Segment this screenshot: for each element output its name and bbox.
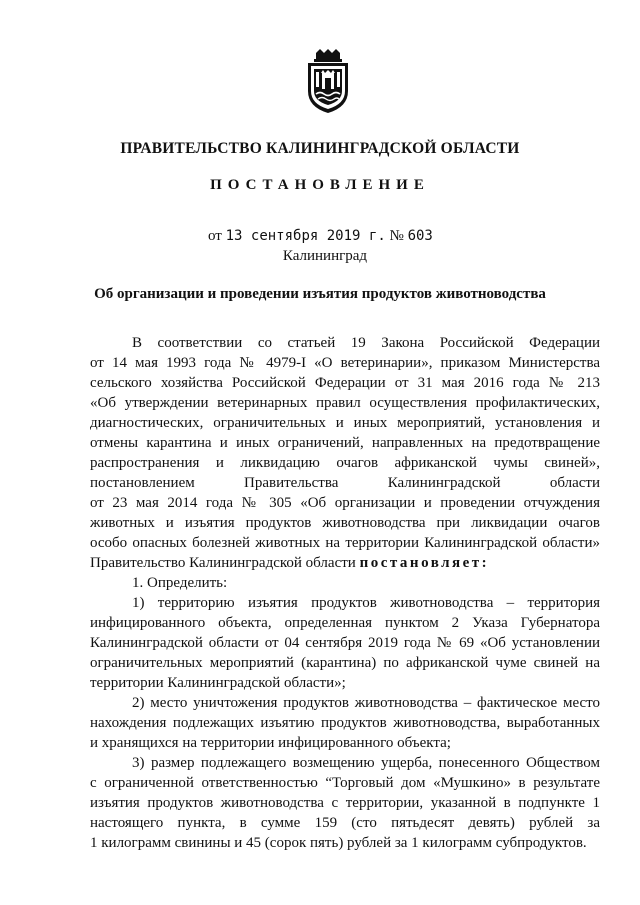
date-prefix: от [208, 228, 222, 244]
sub-item-line: 1 килограмм свинины и 45 (сорок пять) рублей за 1 килограмм субпродуктов. [90, 835, 587, 851]
body-line: животных и изъятия продуктов животноводства при ликвидации очагов [90, 515, 600, 531]
document-number: 603 [407, 228, 433, 244]
item-heading: 1. Определить: [132, 575, 228, 591]
sub-item-line: настоящего пункта, в сумме 159 (сто пятьдесят девять) рублей за [90, 815, 600, 831]
number-sign: № [389, 228, 404, 244]
body-line: В соответствии со статьей 19 Закона Российской Федерации [132, 335, 600, 351]
body-line: от 14 мая 1993 года № 4979-I «О ветеринарии», приказом Министерства [90, 355, 600, 371]
sub-item-line: Калининградской области от 04 сентября 2019 года № 69 «Об установлении [90, 635, 600, 651]
sub-item-line: 2) место уничтожения продуктов животноводства – фактическое место [132, 695, 600, 711]
body-line: Правительство Калининградской области [90, 555, 360, 571]
body-line: отмены карантина и иных ограничений, направленных на предотвращение [90, 435, 600, 451]
body-line: от 23 мая 2014 года № 305 «Об организации и проведении отчуждения [90, 495, 600, 511]
document-kind: ПОСТАНОВЛЕНИЕ [210, 177, 430, 193]
decree-line [90, 553, 600, 573]
body-line: распространения и ликвидацию очагов африканской чумы свиней», [90, 455, 600, 471]
sub-item-line: инфицированного объекта, определенная пунктом 2 Указа Губернатора [90, 615, 600, 631]
sub-item-line: с ограниченной ответственностью “Торговый дом «Мушкино» в результате [90, 775, 600, 791]
body-line: сельского хозяйства Российской Федерации от 31 мая 2016 года № 213 [90, 375, 600, 391]
city: Калининград [282, 248, 368, 264]
body-line: особо опасных болезней животных на территории Калининградской области» [90, 535, 600, 551]
decree-word: постановляет: [359, 555, 490, 571]
sub-item-line: ограничительных мероприятий (карантина) по африканской чуме свиней на [90, 655, 600, 671]
body-line: диагностических, ограничительных и иных мероприятий, установления и [90, 415, 600, 431]
body-line: «Об утверждении ветеринарных правил осуществления профилактических, [90, 395, 600, 411]
sub-item-line: территории Калининградской области»; [90, 675, 346, 691]
date-line [208, 228, 433, 245]
document-date: 13 сентября 2019 г. [225, 228, 386, 244]
government-title: ПРАВИТЕЛЬСТВО КАЛИНИНГРАДСКОЙ ОБЛАСТИ [120, 140, 520, 157]
sub-item-line: и хранящихся на территории инфицированного объекта; [90, 735, 451, 751]
body-line: постановлением Правительства Калининградской области [90, 475, 600, 491]
sub-item-line: 1) территорию изъятия продуктов животноводства – территория [132, 595, 600, 611]
sub-item-line: нахождения подлежащих изъятию продуктов животноводства, выработанных [90, 715, 600, 731]
document-subject: Об организации и проведении изъятия продуктов животноводства [94, 286, 546, 302]
sub-item-line: изъятия продуктов животноводства с территории, указанной в подпункте 1 [90, 795, 600, 811]
coat-of-arms-icon [302, 49, 354, 115]
sub-item-line: 3) размер подлежащего возмещению ущерба, понесенного Обществом [132, 755, 600, 771]
